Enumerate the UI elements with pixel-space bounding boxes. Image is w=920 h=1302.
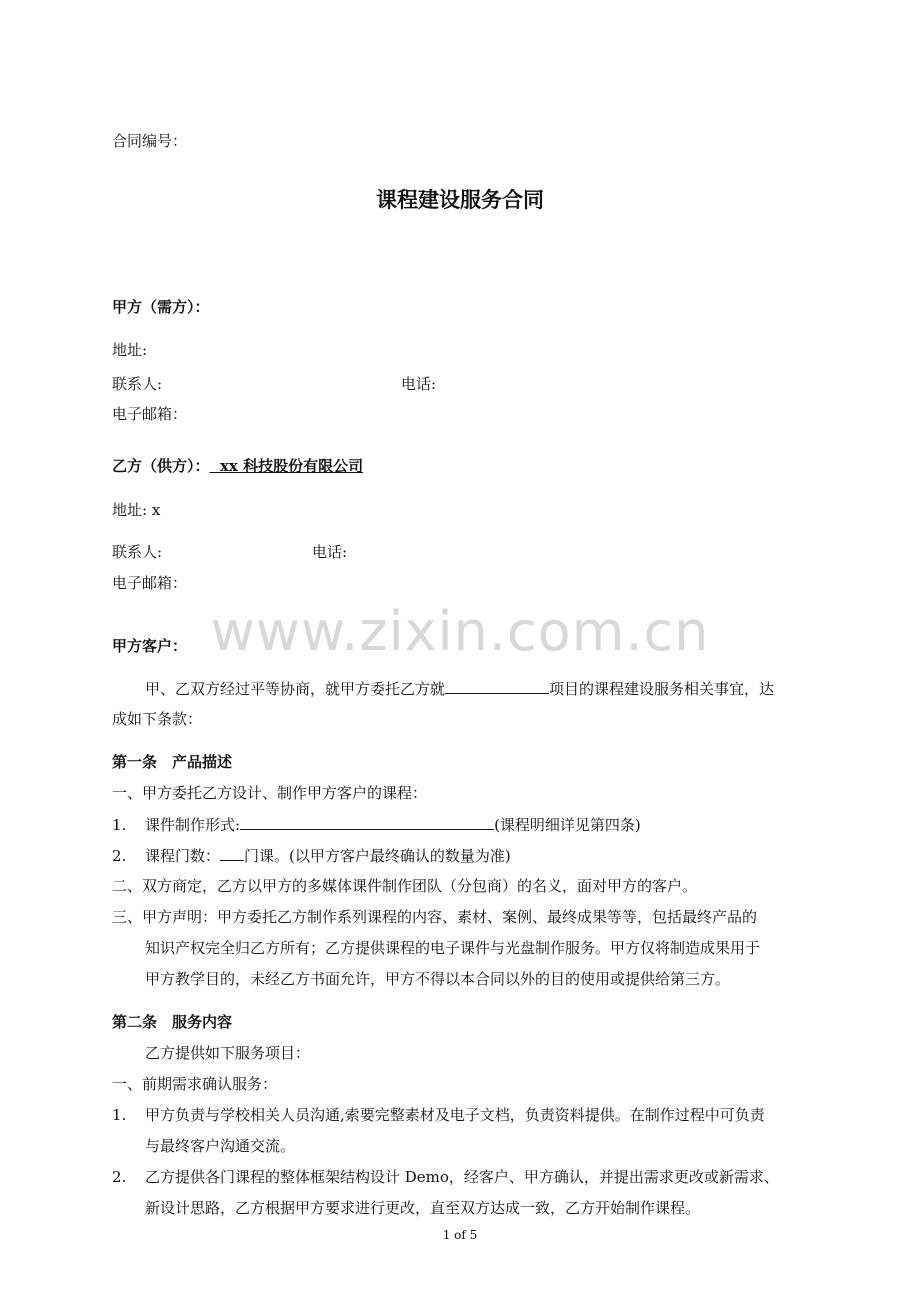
item-number: 2.: [112, 1168, 127, 1186]
courseware-form-blank: [240, 814, 494, 830]
page-number: 1 of 5: [442, 1228, 478, 1242]
document-title: 课程建设服务合同: [376, 187, 544, 212]
article-1-clause-3-line-3: 甲方教学目的，未经乙方书面允许，甲方不得以本合同以外的目的使用或提供给第三方。: [145, 970, 731, 988]
party-a-address: 地址:: [112, 341, 148, 359]
article-2-item-1-line-2: 与最终客户沟通交流。: [145, 1137, 296, 1155]
article-1-heading: 第一条 产品描述: [112, 753, 233, 771]
party-a-phone: 电话:: [401, 375, 437, 393]
party-b-heading: 乙方（供方）：: [112, 457, 210, 475]
article-1-clause-3-line-1: 三、甲方声明：甲方委托乙方制作系列课程的内容、素材、案例、最终成果等等，包括最终产品的: [112, 908, 758, 926]
article-2-intro: 乙方提供如下服务项目：: [145, 1044, 311, 1062]
intro-text-a: 甲、乙双方经过平等协商，就甲方委托乙方就: [145, 680, 446, 698]
party-a-contact: 联系人:: [112, 375, 163, 393]
article-2-clause-1: 一、前期需求确认服务：: [112, 1075, 278, 1093]
article-1-clause-1: 一、甲方委托乙方设计、制作甲方客户的课程：: [112, 784, 428, 802]
item-number: 1.: [112, 1106, 127, 1124]
article-2-item-2-line-2: 新设计思路，乙方根据甲方要求进行更改，直至双方达成一致，乙方开始制作课程。: [145, 1199, 701, 1217]
intro-text-b: 项目的课程建设服务相关事宜，达: [549, 680, 775, 698]
article-1-item-2: [112, 845, 511, 866]
project-name-blank: [445, 678, 549, 694]
courseware-form-label: 课件制作形式:: [145, 816, 241, 834]
article-2-item-2-line-1: [112, 1167, 779, 1187]
article-2-item-2-text: 乙方提供各门课程的整体框架结构设计 Demo，经客户、甲方确认，并提出需求更改或新需求、: [145, 1168, 779, 1186]
intro-line-1: [145, 678, 774, 699]
party-b-email: 电子邮箱：: [112, 574, 188, 592]
article-1-clause-3-line-2: 知识产权完全归乙方所有；乙方提供课程的电子课件与光盘制作服务。甲方仅将制造成果用于: [145, 939, 761, 957]
article-2-item-1-line-1: [112, 1105, 765, 1125]
party-a-email: 电子邮箱：: [112, 405, 188, 423]
course-count-note: 门课。(以甲方客户最终确认的数量为准): [244, 847, 511, 865]
course-count-blank: [220, 845, 244, 861]
course-count-label: 课程门数：: [145, 847, 221, 865]
article-2-heading: 第二条 服务内容: [112, 1013, 233, 1031]
party-b-line: [112, 456, 363, 476]
article-1-clause-2: 二、双方商定，乙方以甲方的多媒体课件制作团队（分包商）的名义，面对甲方的客户。: [112, 877, 698, 895]
party-a-client-label: 甲方客户：: [112, 637, 188, 655]
party-b-phone: 电话:: [312, 543, 348, 561]
intro-line-2: 成如下条款：: [112, 710, 203, 728]
courseware-form-note: (课程明细详见第四条): [494, 816, 641, 834]
item-number: 1.: [112, 816, 127, 834]
party-a-heading: 甲方（需方）：: [112, 298, 210, 316]
article-1-item-1: [112, 814, 641, 835]
party-b-contact: 联系人:: [112, 543, 163, 561]
contract-number-label: 合同编号：: [112, 132, 188, 150]
party-b-address: 地址: x: [112, 501, 161, 519]
article-2-item-1-text: 甲方负责与学校相关人员沟通,索要完整素材及电子文档，负责资料提供。在制作过程中可负责: [145, 1106, 765, 1124]
item-number: 2.: [112, 847, 127, 865]
watermark: www.zixin.com.cn: [210, 600, 710, 663]
party-b-name: xx 科技股份有限公司: [209, 457, 364, 475]
